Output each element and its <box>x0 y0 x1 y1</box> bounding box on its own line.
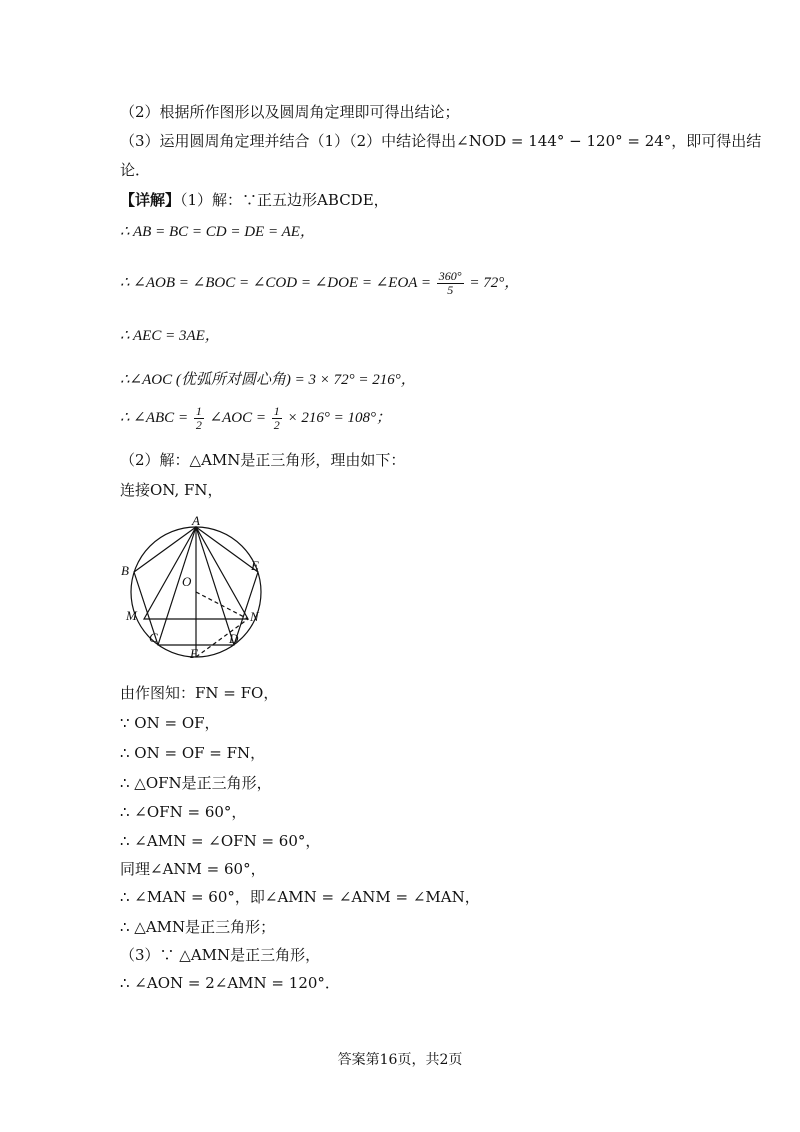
text-line-17: ∴ ∠AMN = ∠OFN = 60°， <box>120 832 321 850</box>
text-line-16: ∴ ∠OFN = 60°， <box>120 803 247 821</box>
text-line-4 <box>120 190 389 210</box>
text-line-22: ∴ ∠AON = 2∠AMN = 120°． <box>120 974 340 992</box>
label-m: M <box>126 608 137 623</box>
label-f: F <box>190 646 198 661</box>
fraction-numerator: 1 <box>273 404 280 418</box>
detail-text: （1）解：∵正五边形ABCDE， <box>180 191 389 209</box>
segment-ad <box>196 527 234 645</box>
text-line-19: ∴ ∠MAN = 60°，即∠AMN = ∠ANM = ∠MAN， <box>120 888 480 906</box>
angle-equation-pre: ∴ ∠AOB = ∠BOC = ∠COD = ∠DOE = ∠EOA = <box>120 274 432 291</box>
text-line-3: 论． <box>120 161 151 179</box>
fraction-half-2 <box>272 405 282 432</box>
text-line-2: （3）运用圆周角定理并结合（1）（2）中结论得出∠NOD = 144° − 120° = 24°，即可得出结 <box>120 132 762 150</box>
fraction-numerator: 360° <box>438 269 462 283</box>
fraction-denominator: 2 <box>195 418 202 432</box>
fraction-360-5 <box>437 270 464 297</box>
label-a: A <box>192 513 200 528</box>
abc-eq-post: × 216° = 108°； <box>287 409 392 426</box>
fraction-denominator: 2 <box>273 418 280 432</box>
angle-equation-post: = 72°， <box>469 274 520 291</box>
label-o: O <box>182 574 192 589</box>
text-line-13: ∵ ON = OF， <box>120 714 220 732</box>
text-line-21: （3）∵ △AMN是正三角形， <box>120 946 321 964</box>
label-n: N <box>250 609 259 624</box>
text-line-12: 由作图知：FN = FO， <box>120 684 279 702</box>
text-line-20: ∴ △AMN是正三角形； <box>120 918 276 936</box>
text-line-8: ∴∠AOC (优弧所对圆心角) = 3 × 72° = 216°， <box>120 372 416 388</box>
label-d: D <box>229 631 239 646</box>
label-e: E <box>251 558 259 573</box>
text-line-7: ∴ AEC = 3AE， <box>120 328 220 344</box>
text-line-18: 同理∠ANM = 60°， <box>120 860 266 878</box>
detail-tag: 【详解】 <box>120 191 181 209</box>
text-line-11: 连接ON, FN， <box>120 481 223 499</box>
abc-eq-mid: ∠AOC = <box>209 409 267 426</box>
text-line-14: ∴ ON = OF = FN， <box>120 744 266 762</box>
text-line-1: （2）根据所作图形以及圆周角定理即可得出结论； <box>120 103 460 121</box>
text-line-9 <box>120 405 391 432</box>
geometry-figure <box>118 512 278 662</box>
abc-eq-pre: ∴ ∠ABC = <box>120 409 189 426</box>
label-c: C <box>149 630 158 645</box>
text-line-6 <box>120 270 519 297</box>
text-line-15: ∴ △OFN是正三角形， <box>120 774 272 792</box>
page-footer: 答案第16页，共2页 <box>337 1052 463 1068</box>
fraction-half-1 <box>194 405 204 432</box>
text-line-10: （2）解：△AMN是正三角形，理由如下： <box>120 451 406 469</box>
label-b: B <box>121 563 129 578</box>
fraction-denominator: 5 <box>447 283 454 297</box>
fraction-numerator: 1 <box>195 404 202 418</box>
text-line-5: ∴ AB = BC = CD = DE = AE， <box>120 224 315 240</box>
